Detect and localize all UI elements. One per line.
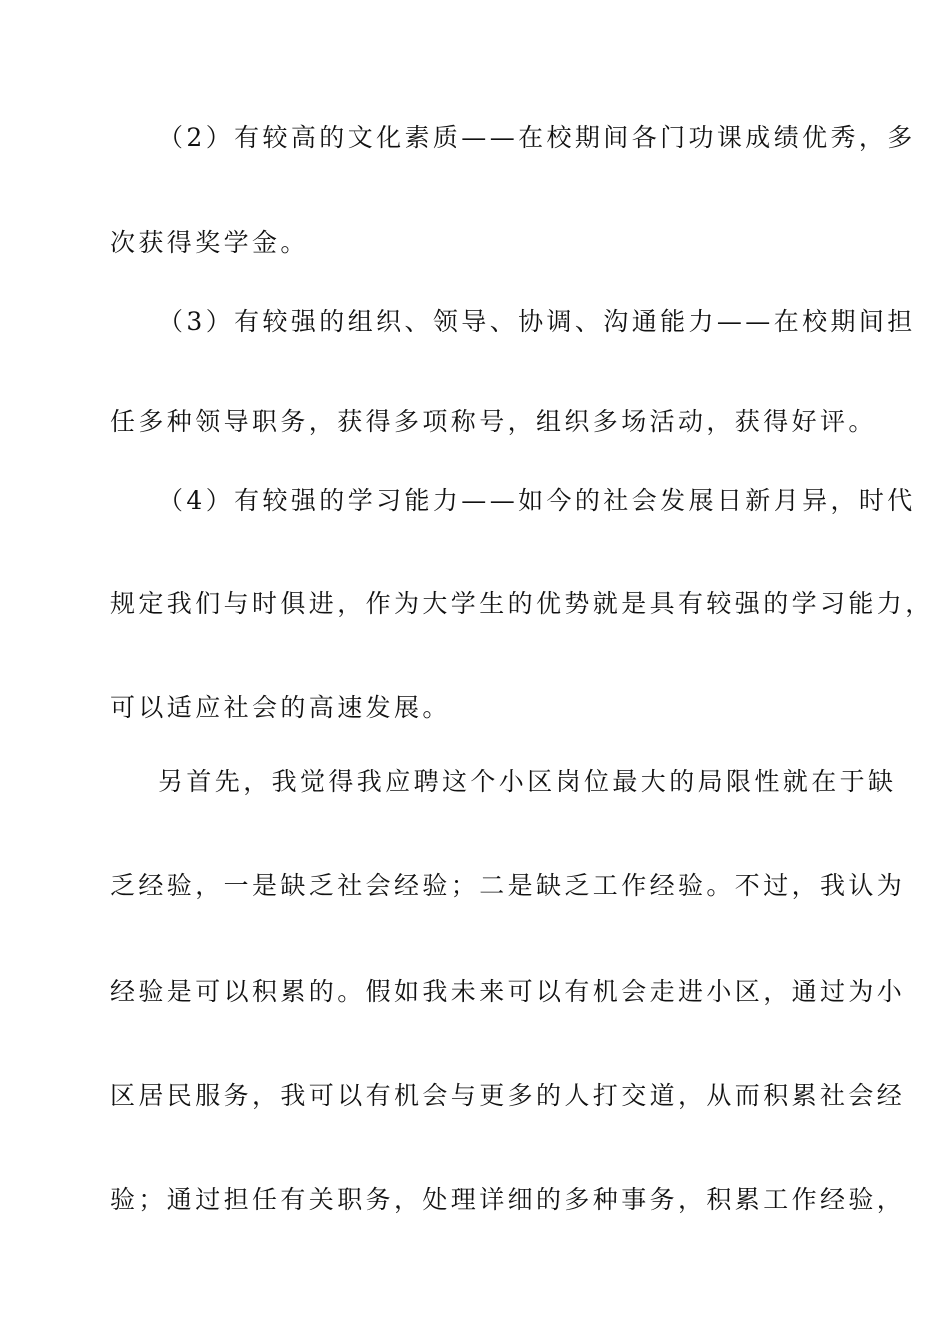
paragraph-4-line-2: 规定我们与时俱进，作为大学生的优势就是具有较强的学习能力， xyxy=(110,589,934,618)
paragraph-5-line-5: 验；通过担任有关职务，处理详细的多种事务，积累工作经验， xyxy=(110,1185,906,1214)
paragraph-5-line-1: 另首先，我觉得我应聘这个小区岗位最大的局限性就在于缺 xyxy=(158,767,897,796)
paragraph-5-line-3: 经验是可以积累的。假如我未来可以有机会走进小区，通过为小 xyxy=(110,977,906,1006)
paragraph-4-line-1: （4）有较强的学习能力——如今的社会发展日新月异，时代 xyxy=(158,486,916,515)
paragraph-5-line-2: 乏经验，一是缺乏社会经验；二是缺乏工作经验。不过，我认为 xyxy=(110,871,906,900)
paragraph-4-line-3: 可以适应社会的高速发展。 xyxy=(110,693,451,722)
paragraph-2-line-1: （2）有较高的文化素质——在校期间各门功课成绩优秀，多 xyxy=(158,123,916,152)
paragraph-3-line-1: （3）有较强的组织、领导、协调、沟通能力——在校期间担 xyxy=(158,307,916,336)
paragraph-5-line-4: 区居民服务，我可以有机会与更多的人打交道，从而积累社会经 xyxy=(110,1081,906,1110)
paragraph-3-line-2: 任多种领导职务，获得多项称号，组织多场活动，获得好评。 xyxy=(110,407,877,436)
paragraph-2-line-2: 次获得奖学金。 xyxy=(110,228,309,257)
